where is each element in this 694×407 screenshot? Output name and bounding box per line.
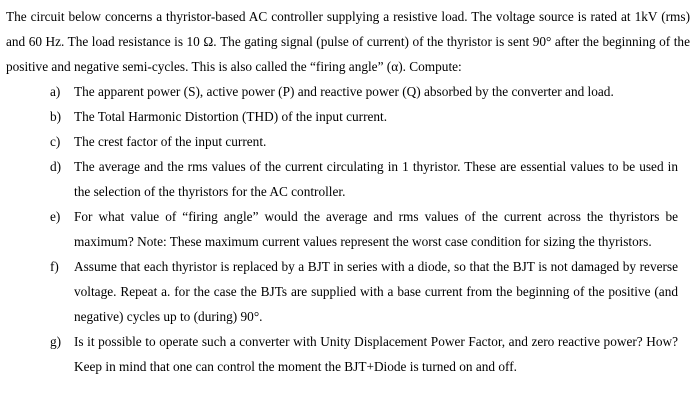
problem-intro: The circuit below concerns a thyristor-based AC controller supplying a resistive load. The voltage source is rated at 1kV (rms) and 60 Hz. The load resistance is 10 Ω. The gating signal (pulse of current) of the thyristor is sent 90° after the beginning of the positive and negative semi-cycles. This is also called the “firing angle” (α). Compute:	[6, 9, 690, 74]
question-item-g	[0, 329, 694, 379]
question-item-a	[0, 79, 694, 104]
question-marker: c)	[50, 134, 61, 149]
question-text: The Total Harmonic Distortion (THD) of the input current.	[74, 109, 388, 124]
question-marker: e)	[50, 209, 61, 224]
question-text: The crest factor of the input current.	[74, 134, 267, 149]
question-text: The average and the rms values of the current circulating in 1 thyristor. These are essential values to be used in the selection of the thyristors for the AC controller.	[74, 159, 678, 199]
question-marker: g)	[50, 334, 62, 349]
question-text: Assume that each thyristor is replaced by a BJT in series with a diode, so that the BJT is not damaged by reverse voltage. Repeat a. for the case the BJTs are supplied with a base current from the beginning of the positive (and negative) cycles up to (during) 90°.	[74, 259, 678, 324]
question-item-e	[0, 204, 694, 254]
question-item-f	[0, 254, 694, 329]
question-item-b	[0, 104, 694, 129]
question-text: For what value of “firing angle” would the average and rms values of the current across the thyristors be maximum? Note: These maximum current values represent the worst case condition for sizing the thyristors.	[74, 209, 678, 249]
question-marker: f)	[50, 259, 59, 274]
question-text: Is it possible to operate such a converter with Unity Displacement Power Factor, and zero reactive power? How? Keep in mind that one can control the moment the BJT+Diode is turned on and off.	[74, 334, 678, 374]
question-marker: d)	[50, 159, 62, 174]
question-marker: a)	[50, 84, 61, 99]
question-list	[0, 79, 694, 379]
question-item-d	[0, 154, 694, 204]
question-item-c	[0, 129, 694, 154]
question-marker: b)	[50, 109, 62, 124]
question-text: The apparent power (S), active power (P) and reactive power (Q) absorbed by the converter and load.	[74, 84, 614, 99]
